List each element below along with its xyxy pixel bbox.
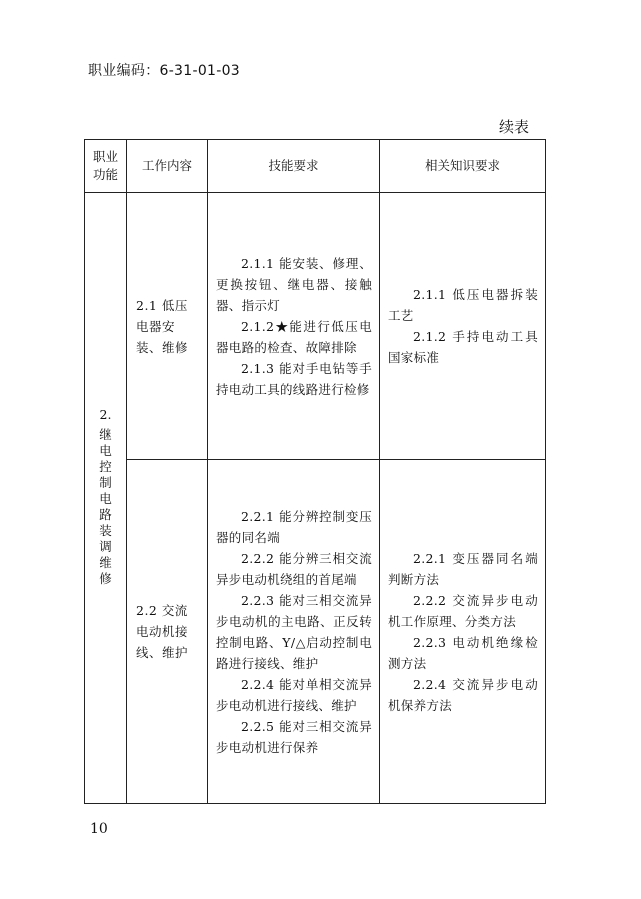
header-function-label: 职业功能 (92, 149, 118, 182)
skill-item: 2.2.1 能分辨控制变压器的同名端 (216, 508, 372, 545)
table-header-row (85, 140, 546, 193)
skill-item: 2.2.2 能分辨三相交流异步电动机绕组的首尾端 (216, 550, 372, 587)
occupation-code: 职业编码：6-31-01-03 (88, 63, 241, 79)
skill-item: 2.2.4 能对单相交流异步电动机进行接线、维护 (216, 676, 372, 713)
skill-item: 2.2.3 能对三相交流异步电动机的主电路、正反转控制电路、Y/△启动控制电路进行接线、维护 (216, 592, 372, 671)
knowledge-cell (380, 460, 546, 804)
knowledge-item: 2.2.2 交流异步电动机工作原理、分类方法 (388, 592, 538, 629)
function-cell (85, 193, 127, 804)
skill-item: 2.1.3 能对手电钻等手持电动工具的线路进行检修 (216, 360, 372, 397)
knowledge-item: 2.1.1 低压电器拆装工艺 (388, 287, 538, 323)
skills-cell (208, 193, 380, 460)
header-function (85, 140, 127, 193)
work-content-cell (127, 193, 208, 460)
knowledge-cell (380, 193, 546, 460)
table-row (85, 193, 546, 460)
work-content-cell (127, 460, 208, 804)
header-knowledge-requirements: 相关知识要求 (380, 140, 546, 193)
skill-item: 2.2.5 能对三相交流异步电动机进行保养 (216, 718, 372, 755)
table-row (85, 460, 546, 804)
function-name: 继电控制电路装调维修 (99, 427, 112, 586)
knowledge-item: 2.2.3 电动机绝缘检测方法 (388, 634, 538, 671)
skills-cell (208, 460, 380, 804)
function-number: 2. (99, 407, 112, 422)
header-work-content: 工作内容 (127, 140, 208, 193)
requirements-table (84, 139, 546, 804)
knowledge-item: 2.1.2 手持电动工具国家标准 (388, 329, 538, 365)
knowledge-item: 2.2.1 变压器同名端判断方法 (388, 550, 538, 587)
knowledge-item: 2.2.4 交流异步电动机保养方法 (388, 676, 538, 713)
header-skill-requirements: 技能要求 (208, 140, 380, 193)
work-content-text: 2.1 低压电器安装、维修 (136, 297, 189, 355)
page-number: 10 (90, 821, 108, 837)
continued-label: 续表 (499, 118, 530, 136)
work-content-text: 2.2 交流电动机接线、维护 (136, 603, 189, 660)
skill-item: 2.1.1 能安装、修理、更换按钮、继电器、接触器、指示灯 (216, 255, 372, 313)
skill-item: 2.1.2★能进行低压电器电路的检查、故障排除 (216, 318, 372, 355)
